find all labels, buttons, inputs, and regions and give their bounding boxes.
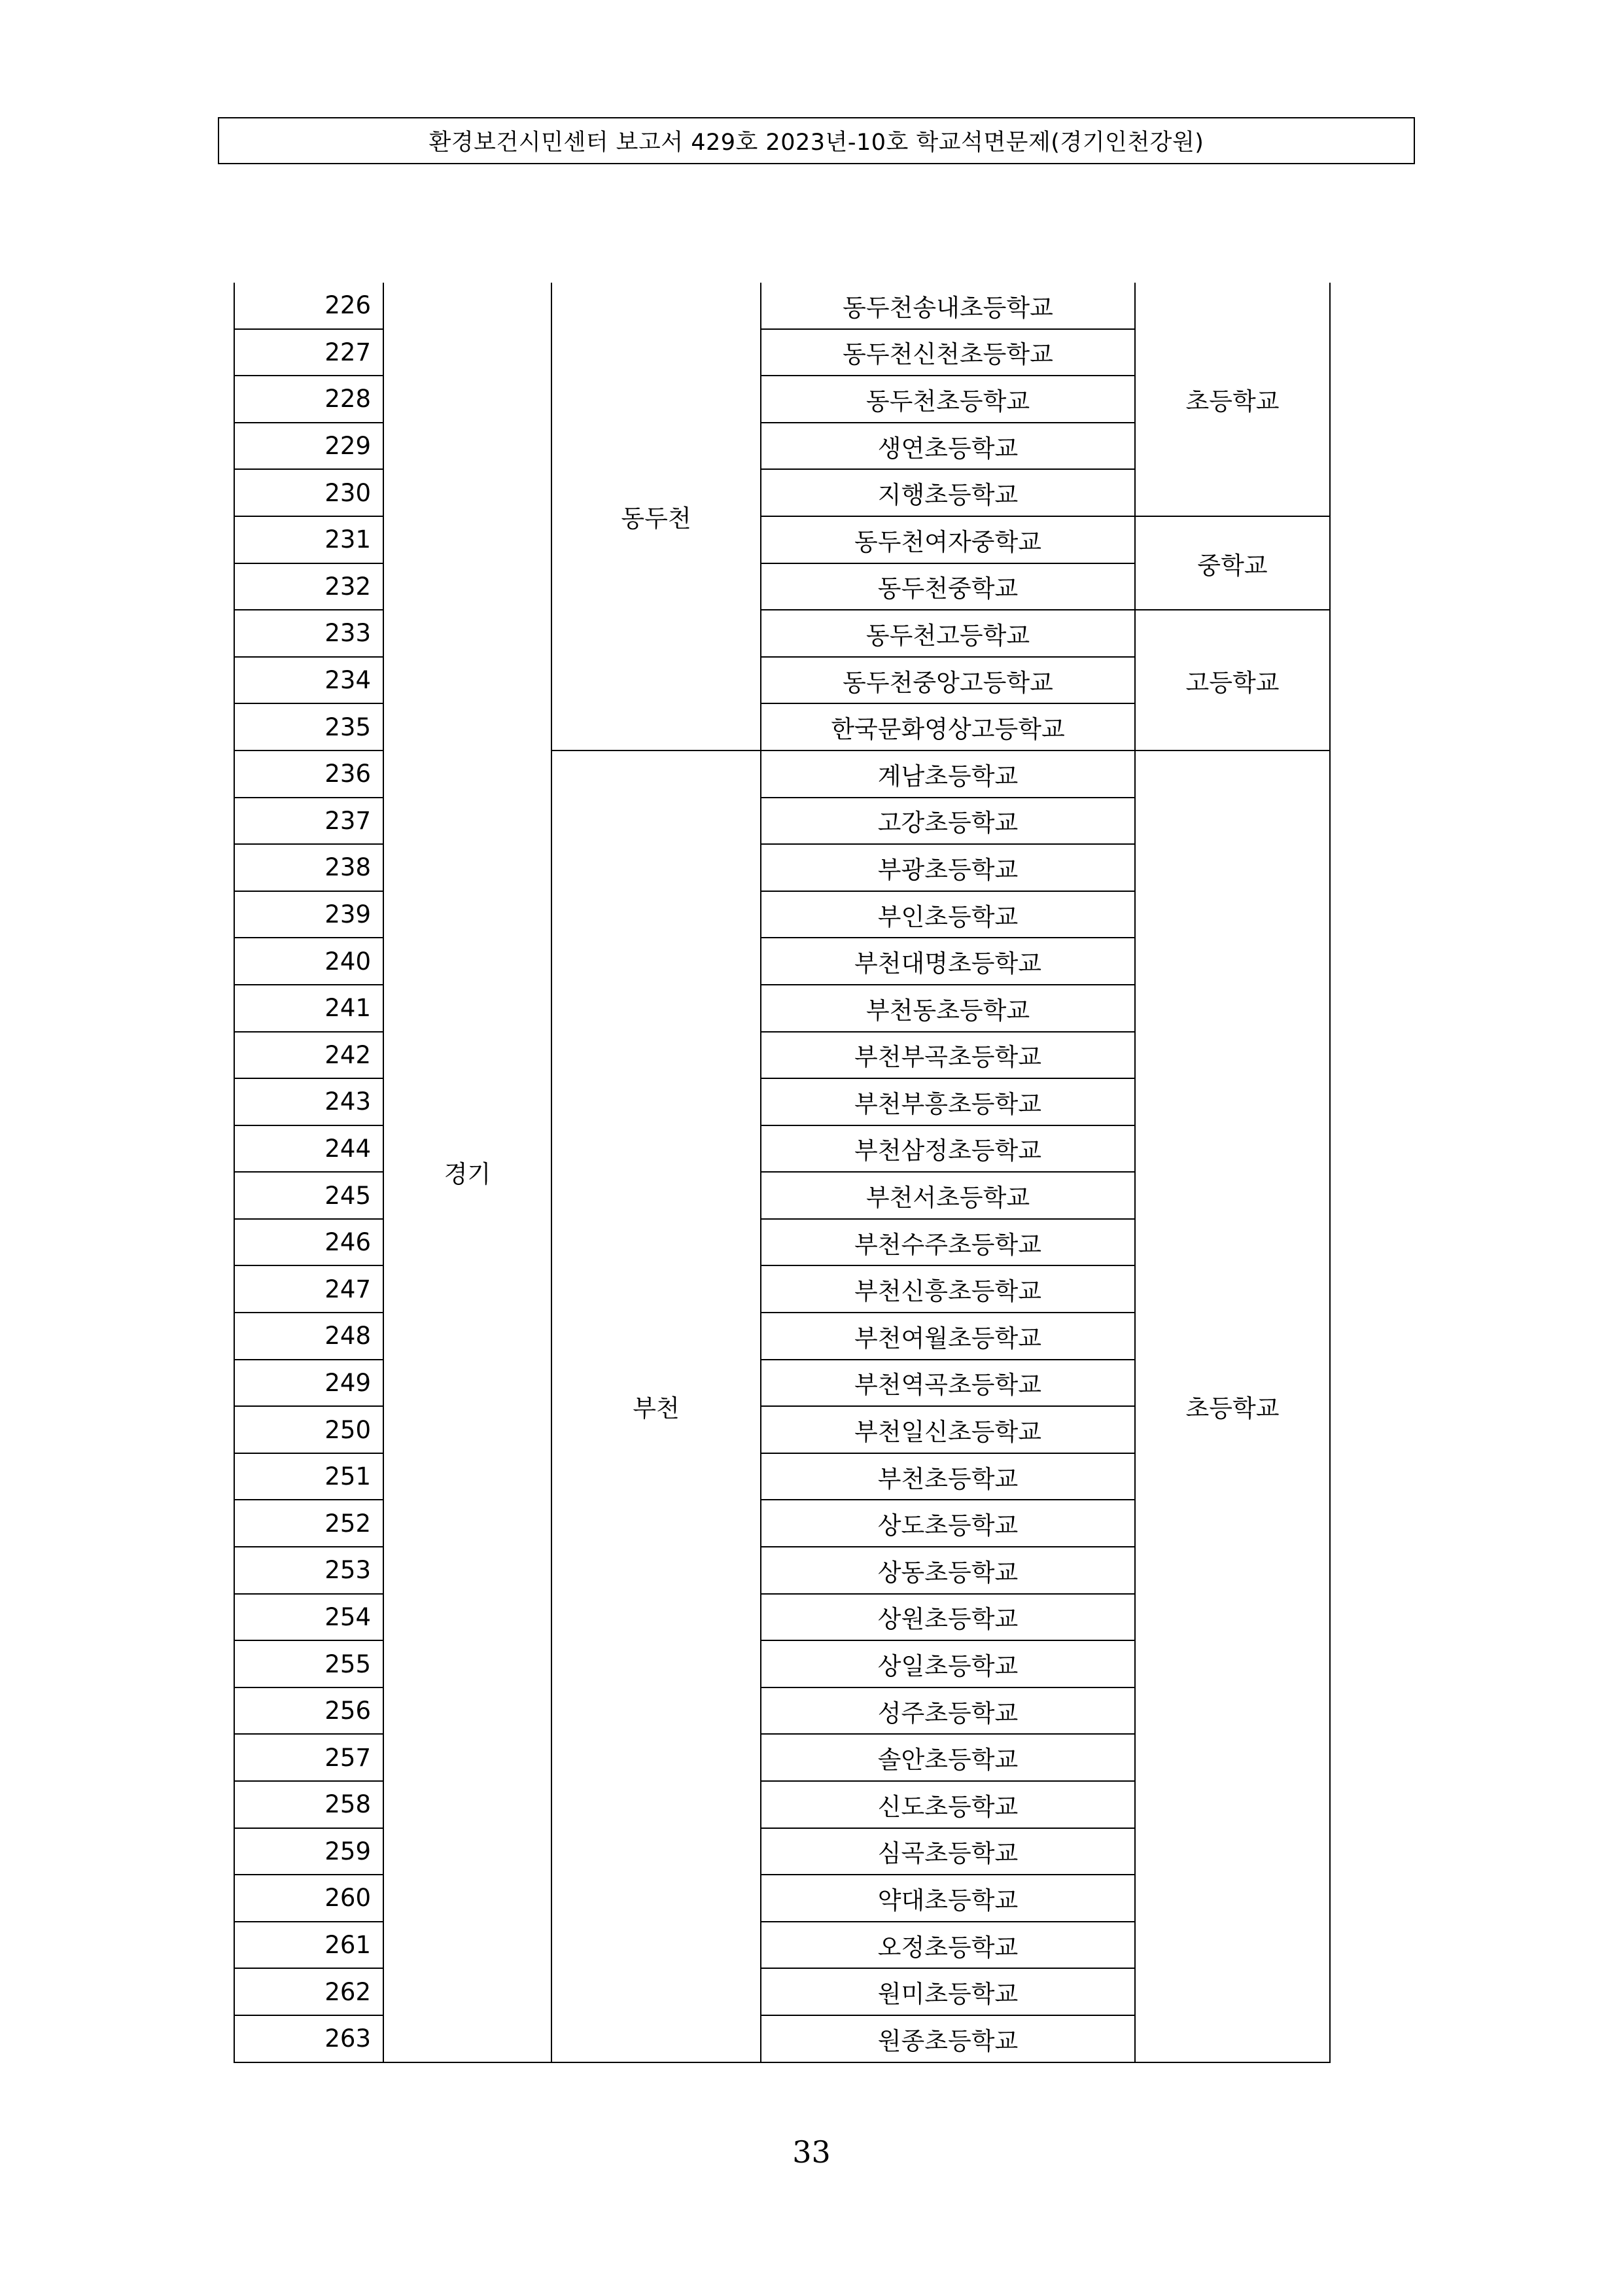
row-number: 255: [234, 1640, 383, 1687]
school-name-cell: 원종초등학교: [761, 2015, 1135, 2062]
school-name-cell: 부천삼정초등학교: [761, 1125, 1135, 1173]
school-name-cell: 부천역곡초등학교: [761, 1360, 1135, 1407]
school-name-cell: 부천일신초등학교: [761, 1406, 1135, 1453]
row-number: 263: [234, 2015, 383, 2062]
row-number: 262: [234, 1968, 383, 2015]
row-number: 260: [234, 1875, 383, 1922]
row-number: 236: [234, 751, 383, 798]
school-name-cell: 고강초등학교: [761, 798, 1135, 845]
school-name-cell: 상동초등학교: [761, 1547, 1135, 1594]
school-name-cell: 부천동초등학교: [761, 985, 1135, 1032]
row-number: 254: [234, 1594, 383, 1641]
row-number: 242: [234, 1032, 383, 1079]
row-number: 232: [234, 563, 383, 610]
row-number: 257: [234, 1734, 383, 1781]
row-number: 229: [234, 423, 383, 470]
school-level-cell: 고등학교: [1135, 610, 1330, 751]
school-name-cell: 지행초등학교: [761, 469, 1135, 516]
row-number: 239: [234, 891, 383, 938]
school-name-cell: 부천여월초등학교: [761, 1313, 1135, 1360]
row-number: 261: [234, 1922, 383, 1969]
school-name-cell: 상도초등학교: [761, 1500, 1135, 1547]
row-number: 259: [234, 1828, 383, 1875]
row-number: 234: [234, 657, 383, 704]
row-number: 253: [234, 1547, 383, 1594]
school-name-cell: 부천신흥초등학교: [761, 1265, 1135, 1313]
school-name-cell: 원미초등학교: [761, 1968, 1135, 2015]
school-name-cell: 계남초등학교: [761, 751, 1135, 798]
row-number: 228: [234, 376, 383, 423]
school-name-cell: 부광초등학교: [761, 844, 1135, 891]
province-cell: 경기: [383, 283, 551, 2062]
row-number: 256: [234, 1687, 383, 1735]
school-name-cell: 동두천중학교: [761, 563, 1135, 610]
school-name-cell: 부천부흥초등학교: [761, 1078, 1135, 1125]
row-number: 230: [234, 469, 383, 516]
school-name-cell: 부천부곡초등학교: [761, 1032, 1135, 1079]
row-number: 241: [234, 985, 383, 1032]
row-number: 226: [234, 283, 383, 329]
row-number: 227: [234, 329, 383, 376]
row-number: 248: [234, 1313, 383, 1360]
row-number: 235: [234, 703, 383, 751]
school-name-cell: 동두천고등학교: [761, 610, 1135, 657]
school-name-cell: 부인초등학교: [761, 891, 1135, 938]
page-number: 33: [792, 2134, 831, 2170]
row-number: 252: [234, 1500, 383, 1547]
school-name-cell: 신도초등학교: [761, 1781, 1135, 1828]
school-name-cell: 약대초등학교: [761, 1875, 1135, 1922]
school-name-cell: 오정초등학교: [761, 1922, 1135, 1969]
school-name-cell: 동두천송내초등학교: [761, 283, 1135, 329]
row-number: 244: [234, 1125, 383, 1173]
row-number: 243: [234, 1078, 383, 1125]
row-number: 246: [234, 1219, 383, 1266]
school-level-cell: 초등학교: [1135, 283, 1330, 516]
school-name-cell: 부천서초등학교: [761, 1172, 1135, 1219]
row-number: 245: [234, 1172, 383, 1219]
report-header: [218, 117, 1415, 164]
row-number: 249: [234, 1360, 383, 1407]
city-cell: 부천: [551, 751, 761, 2062]
city-cell: 동두천: [551, 283, 761, 751]
school-name-cell: 상일초등학교: [761, 1640, 1135, 1687]
school-asbestos-table: [234, 283, 1331, 2063]
school-name-cell: 부천초등학교: [761, 1453, 1135, 1500]
school-name-cell: 상원초등학교: [761, 1594, 1135, 1641]
school-name-cell: 동두천중앙고등학교: [761, 657, 1135, 704]
school-level-cell: 중학교: [1135, 516, 1330, 610]
row-number: 251: [234, 1453, 383, 1500]
school-name-cell: 부천대명초등학교: [761, 938, 1135, 985]
row-number: 258: [234, 1781, 383, 1828]
table-body: [234, 283, 1330, 2062]
row-number: 240: [234, 938, 383, 985]
school-name-cell: 솔안초등학교: [761, 1734, 1135, 1781]
report-header-title: 환경보건시민센터 보고서 429호 2023년-10호 학교석면문제(경기인천강원): [428, 130, 1204, 156]
school-name-cell: 한국문화영상고등학교: [761, 703, 1135, 751]
school-name-cell: 생연초등학교: [761, 423, 1135, 470]
row-number: 231: [234, 516, 383, 563]
row-number: 237: [234, 798, 383, 845]
school-name-cell: 성주초등학교: [761, 1687, 1135, 1735]
row-number: 247: [234, 1265, 383, 1313]
school-name-cell: 부천수주초등학교: [761, 1219, 1135, 1266]
school-name-cell: 동두천여자중학교: [761, 516, 1135, 563]
row-number: 238: [234, 844, 383, 891]
row-number: 250: [234, 1406, 383, 1453]
school-name-cell: 동두천초등학교: [761, 376, 1135, 423]
school-level-cell: 초등학교: [1135, 751, 1330, 2062]
school-name-cell: 심곡초등학교: [761, 1828, 1135, 1875]
school-name-cell: 동두천신천초등학교: [761, 329, 1135, 376]
row-number: 233: [234, 610, 383, 657]
table-row: [234, 283, 1330, 329]
